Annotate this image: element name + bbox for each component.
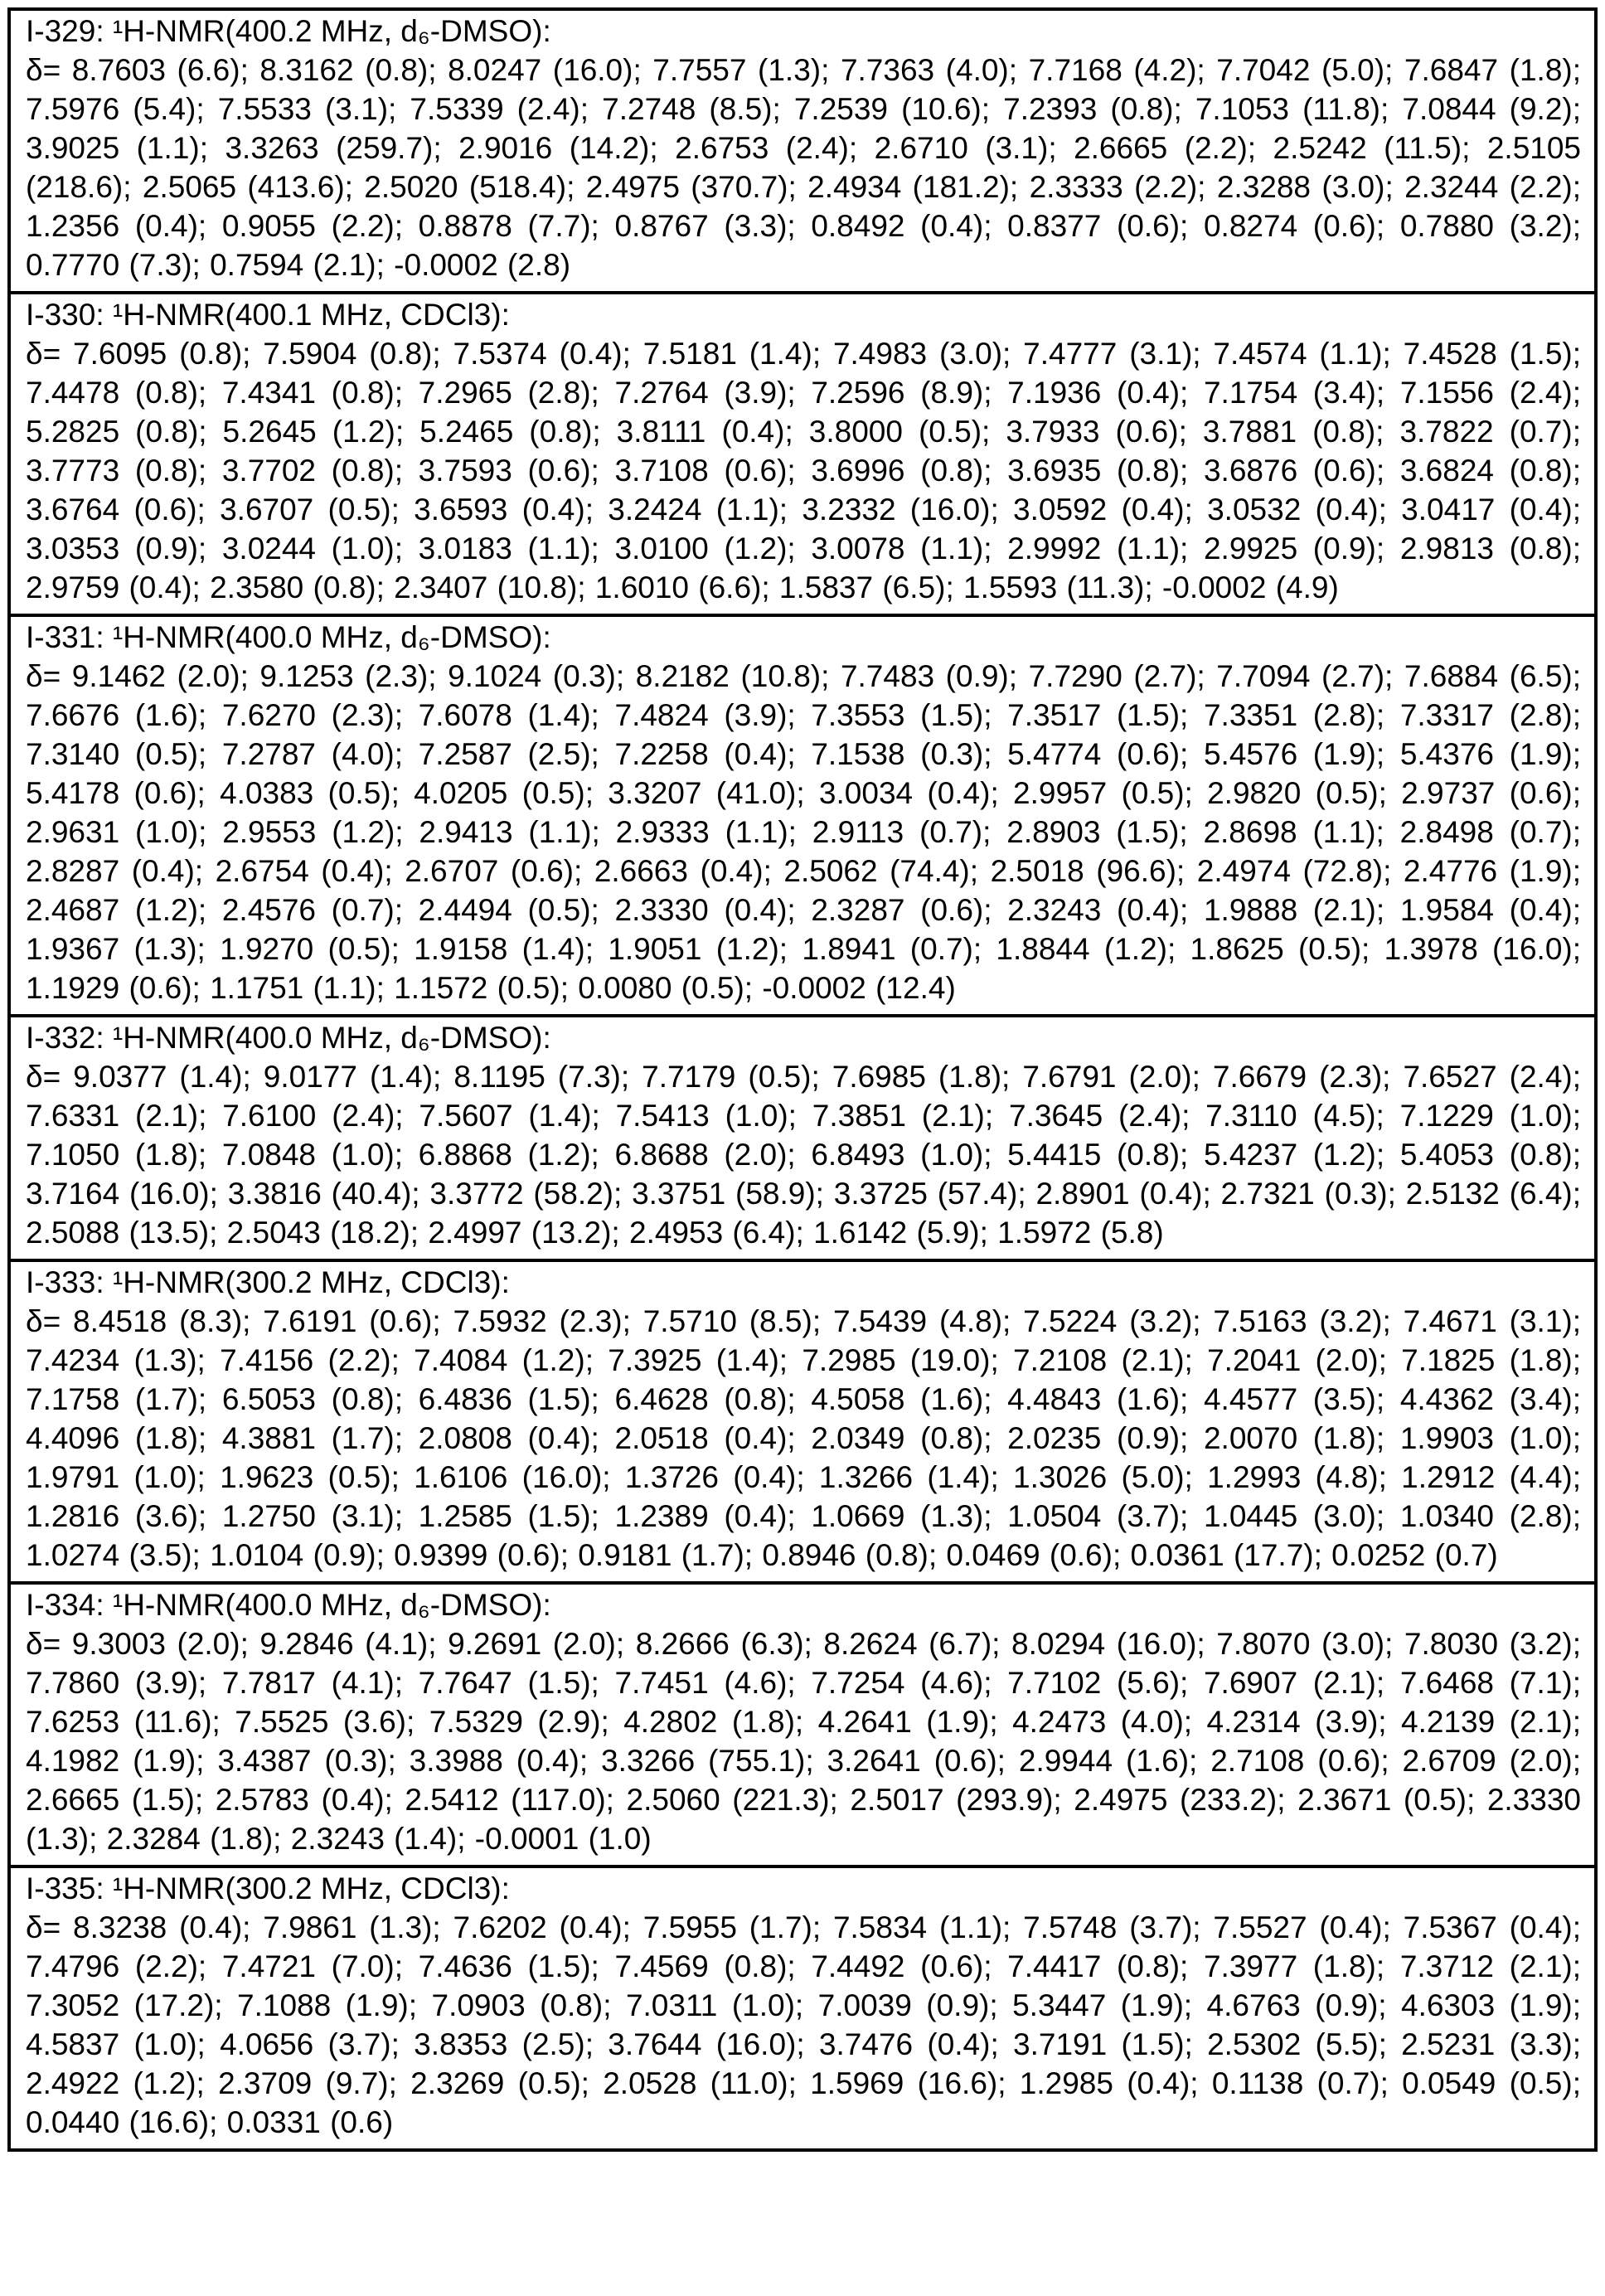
nmr-entry-I-333 — [11, 1262, 1594, 1585]
entry-header: I-334: ¹H-NMR(400.0 MHz, d₆-DMSO): — [26, 1588, 551, 1622]
entry-shift-list: δ= 8.7603 (6.6); 8.3162 (0.8); 8.0247 (16.0); 7.7557 (1.3); 7.7363 (4.0); 7.7168 (4.2); 7.7042 (5.0); 7.6847 (1.8); 7.5976 (5.4); 7.5533 (3.1); 7.5339 (2.4); 7.2748 (8.5); 7.2539 (10.6); 7.2393 (0.8); 7.1053 (11.8); 7.0844 (9.2); 3.9025 (1.1); 3.3263 (259.7); 2.9016 (14.2); 2.6753 (2.4); 2.6710 (3.1); 2.6665 (2.2); 2.5242 (11.5); 2.5105 (218.6); 2.5065 (413.6); 2.5020 (518.4); 2.4975 (370.7); 2.4934 (181.2); 2.3333 (2.2); 2.3288 (3.0); 2.3244 (2.2); 1.2356 (0.4); 0.9055 (2.2); 0.8878 (7.7); 0.8767 (3.3); 0.8492 (0.4); 0.8377 (0.6); 0.8274 (0.6); 0.7880 (3.2); 0.7770 (7.3); 0.7594 (2.1); -0.0002 (2.8) — [26, 53, 1581, 282]
entry-shift-list: δ= 9.3003 (2.0); 9.2846 (4.1); 9.2691 (2.0); 8.2666 (6.3); 8.2624 (6.7); 8.0294 (16.0); 7.8070 (3.0); 7.8030 (3.2); 7.7860 (3.9); 7.7817 (4.1); 7.7647 (1.5); 7.7451 (4.6); 7.7254 (4.6); 7.7102 (5.6); 7.6907 (2.1); 7.6468 (7.1); 7.6253 (11.6); 7.5525 (3.6); 7.5329 (2.9); 4.2802 (1.8); 4.2641 (1.9); 4.2473 (4.0); 4.2314 (3.9); 4.2139 (2.1); 4.1982 (1.9); 3.4387 (0.3); 3.3988 (0.4); 3.3266 (755.1); 3.2641 (0.6); 2.9944 (1.6); 2.7108 (0.6); 2.6709 (2.0); 2.6665 (1.5); 2.5783 (0.4); 2.5412 (117.0); 2.5060 (221.3); 2.5017 (293.9); 2.4975 (233.2); 2.3671 (0.5); 2.3330 (1.3); 2.3284 (1.8); 2.3243 (1.4); -0.0001 (1.0) — [26, 1627, 1581, 1856]
nmr-entry-I-335 — [11, 1868, 1594, 2148]
entry-shift-list: δ= 9.1462 (2.0); 9.1253 (2.3); 9.1024 (0.3); 8.2182 (10.8); 7.7483 (0.9); 7.7290 (2.7); 7.7094 (2.7); 7.6884 (6.5); 7.6676 (1.6); 7.6270 (2.3); 7.6078 (1.4); 7.4824 (3.9); 7.3553 (1.5); 7.3517 (1.5); 7.3351 (2.8); 7.3317 (2.8); 7.3140 (0.5); 7.2787 (4.0); 7.2587 (2.5); 7.2258 (0.4); 7.1538 (0.3); 5.4774 (0.6); 5.4576 (1.9); 5.4376 (1.9); 5.4178 (0.6); 4.0383 (0.5); 4.0205 (0.5); 3.3207 (41.0); 3.0034 (0.4); 2.9957 (0.5); 2.9820 (0.5); 2.9737 (0.6); 2.9631 (1.0); 2.9553 (1.2); 2.9413 (1.1); 2.9333 (1.1); 2.9113 (0.7); 2.8903 (1.5); 2.8698 (1.1); 2.8498 (0.7); 2.8287 (0.4); 2.6754 (0.4); 2.6707 (0.6); 2.6663 (0.4); 2.5062 (74.4); 2.5018 (96.6); 2.4974 (72.8); 2.4776 (1.9); 2.4687 (1.2); 2.4576 (0.7); 2.4494 (0.5); 2.3330 (0.4); 2.3287 (0.6); 2.3243 (0.4); 1.9888 (2.1); 1.9584 (0.4); 1.9367 (1.3); 1.9270 (0.5); 1.9158 (1.4); 1.9051 (1.2); 1.8941 (0.7); 1.8844 (1.2); 1.8625 (0.5); 1.3978 (16.0); 1.1929 (0.6); 1.1751 (1.1); 1.1572 (0.5); 0.0080 (0.5); -0.0002 (12.4) — [26, 659, 1581, 1005]
entry-header: I-331: ¹H-NMR(400.0 MHz, d₆-DMSO): — [26, 620, 551, 654]
entry-shift-list: δ= 8.3238 (0.4); 7.9861 (1.3); 7.6202 (0.4); 7.5955 (1.7); 7.5834 (1.1); 7.5748 (3.7); 7.5527 (0.4); 7.5367 (0.4); 7.4796 (2.2); 7.4721 (7.0); 7.4636 (1.5); 7.4569 (0.8); 7.4492 (0.6); 7.4417 (0.8); 7.3977 (1.8); 7.3712 (2.1); 7.3052 (17.2); 7.1088 (1.9); 7.0903 (0.8); 7.0311 (1.0); 7.0039 (0.9); 5.3447 (1.9); 4.6763 (0.9); 4.6303 (1.9); 4.5837 (1.0); 4.0656 (3.7); 3.8353 (2.5); 3.7644 (16.0); 3.7476 (0.4); 3.7191 (1.5); 2.5302 (5.5); 2.5231 (3.3); 2.4922 (1.2); 2.3709 (9.7); 2.3269 (0.5); 2.0528 (11.0); 1.5969 (16.6); 1.2985 (0.4); 0.1138 (0.7); 0.0549 (0.5); 0.0440 (16.6); 0.0331 (0.6) — [26, 1910, 1581, 2139]
nmr-entry-I-331 — [11, 617, 1594, 1017]
nmr-entry-I-332 — [11, 1017, 1594, 1262]
entry-shift-list: δ= 9.0377 (1.4); 9.0177 (1.4); 8.1195 (7.3); 7.7179 (0.5); 7.6985 (1.8); 7.6791 (2.0); 7.6679 (2.3); 7.6527 (2.4); 7.6331 (2.1); 7.6100 (2.4); 7.5607 (1.4); 7.5413 (1.0); 7.3851 (2.1); 7.3645 (2.4); 7.3110 (4.5); 7.1229 (1.0); 7.1050 (1.8); 7.0848 (1.0); 6.8868 (1.2); 6.8688 (2.0); 6.8493 (1.0); 5.4415 (0.8); 5.4237 (1.2); 5.4053 (0.8); 3.7164 (16.0); 3.3816 (40.4); 3.3772 (58.2); 3.3751 (58.9); 3.3725 (57.4); 2.8901 (0.4); 2.7321 (0.3); 2.5132 (6.4); 2.5088 (13.5); 2.5043 (18.2); 2.4997 (13.2); 2.4953 (6.4); 1.6142 (5.9); 1.5972 (5.8) — [26, 1060, 1581, 1250]
nmr-data-table — [7, 7, 1598, 2152]
entry-header: I-332: ¹H-NMR(400.0 MHz, d₆-DMSO): — [26, 1021, 551, 1055]
entry-header: I-335: ¹H-NMR(300.2 MHz, CDCl3): — [26, 1871, 510, 1905]
entry-shift-list: δ= 7.6095 (0.8); 7.5904 (0.8); 7.5374 (0.4); 7.5181 (1.4); 7.4983 (3.0); 7.4777 (3.1); 7.4574 (1.1); 7.4528 (1.5); 7.4478 (0.8); 7.4341 (0.8); 7.2965 (2.8); 7.2764 (3.9); 7.2596 (8.9); 7.1936 (0.4); 7.1754 (3.4); 7.1556 (2.4); 5.2825 (0.8); 5.2645 (1.2); 5.2465 (0.8); 3.8111 (0.4); 3.8000 (0.5); 3.7933 (0.6); 3.7881 (0.8); 3.7822 (0.7); 3.7773 (0.8); 3.7702 (0.8); 3.7593 (0.6); 3.7108 (0.6); 3.6996 (0.8); 3.6935 (0.8); 3.6876 (0.6); 3.6824 (0.8); 3.6764 (0.6); 3.6707 (0.5); 3.6593 (0.4); 3.2424 (1.1); 3.2332 (16.0); 3.0592 (0.4); 3.0532 (0.4); 3.0417 (0.4); 3.0353 (0.9); 3.0244 (1.0); 3.0183 (1.1); 3.0100 (1.2); 3.0078 (1.1); 2.9992 (1.1); 2.9925 (0.9); 2.9813 (0.8); 2.9759 (0.4); 2.3580 (0.8); 2.3407 (10.8); 1.6010 (6.6); 1.5837 (6.5); 1.5593 (11.3); -0.0002 (4.9) — [26, 337, 1581, 604]
entry-shift-list: δ= 8.4518 (8.3); 7.6191 (0.6); 7.5932 (2.3); 7.5710 (8.5); 7.5439 (4.8); 7.5224 (3.2); 7.5163 (3.2); 7.4671 (3.1); 7.4234 (1.3); 7.4156 (2.2); 7.4084 (1.2); 7.3925 (1.4); 7.2985 (19.0); 7.2108 (2.1); 7.2041 (2.0); 7.1825 (1.8); 7.1758 (1.7); 6.5053 (0.8); 6.4836 (1.5); 6.4628 (0.8); 4.5058 (1.6); 4.4843 (1.6); 4.4577 (3.5); 4.4362 (3.4); 4.4096 (1.8); 4.3881 (1.7); 2.0808 (0.4); 2.0518 (0.4); 2.0349 (0.8); 2.0235 (0.9); 2.0070 (1.8); 1.9903 (1.0); 1.9791 (1.0); 1.9623 (0.5); 1.6106 (16.0); 1.3726 (0.4); 1.3266 (1.4); 1.3026 (5.0); 1.2993 (4.8); 1.2912 (4.4); 1.2816 (3.6); 1.2750 (3.1); 1.2585 (1.5); 1.2389 (0.4); 1.0669 (1.3); 1.0504 (3.7); 1.0445 (3.0); 1.0340 (2.8); 1.0274 (3.5); 1.0104 (0.9); 0.9399 (0.6); 0.9181 (1.7); 0.8946 (0.8); 0.0469 (0.6); 0.0361 (17.7); 0.0252 (0.7) — [26, 1304, 1581, 1572]
entry-header: I-333: ¹H-NMR(300.2 MHz, CDCl3): — [26, 1265, 510, 1299]
entry-header: I-330: ¹H-NMR(400.1 MHz, CDCl3): — [26, 298, 510, 332]
nmr-entry-I-334 — [11, 1585, 1594, 1868]
nmr-entry-I-330 — [11, 294, 1594, 617]
nmr-entry-I-329 — [11, 11, 1594, 294]
entry-header: I-329: ¹H-NMR(400.2 MHz, d₆-DMSO): — [26, 14, 551, 48]
